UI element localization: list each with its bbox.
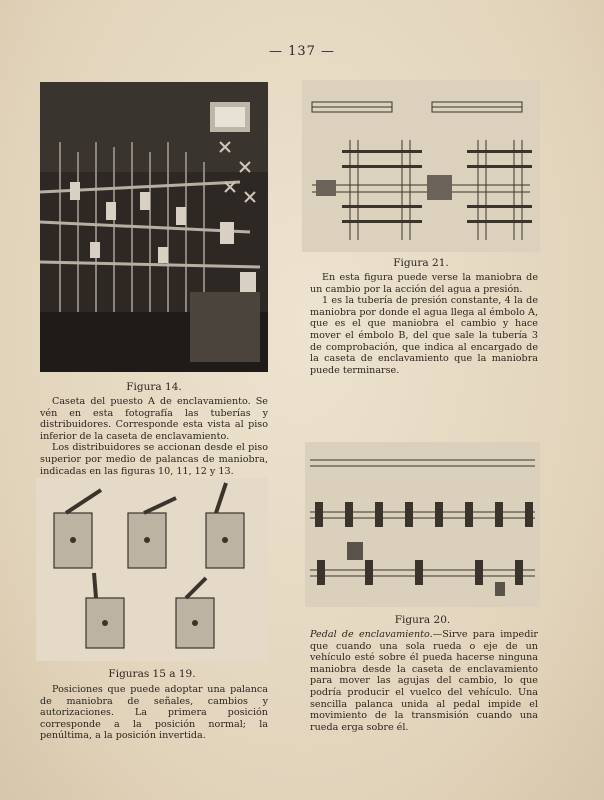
figure-14-photo: [40, 82, 268, 372]
figures-15-19-drawing: [36, 478, 268, 661]
figure-20-caption: Figura 20.: [394, 614, 451, 626]
page-number: — 137 —: [268, 44, 336, 59]
figure-20-description: [310, 629, 538, 733]
fig15-paragraph-1: Posiciones que puede adoptar una palanca de maniobra de señales, cambios y autorizaciones. La primera posición corresponde a la posición normal; la penúltima, a la posición invertida.: [40, 684, 268, 742]
figures-15-19-caption: Figuras 15 a 19.: [108, 668, 196, 680]
fig20-body: —Sirve para impedir que cuando una sola rueda o eje de un vehículo esté sobre él pueda hacerse ninguna maniobra desde la caseta de enclavamiento para mover las agujas del cambio, lo que podría producir el vuelco del vehículo. Una sencilla palanca unida al pedal impide el movimiento de la transmisión cuando una rueda erga sobre él.: [310, 629, 538, 733]
fig20-title: Pedal de enclavamiento.: [310, 629, 433, 640]
fig14-paragraph-2: Los distribuidores se accionan desde el piso superior por medio de palancas de maniobra, indicadas en las figuras 10, 11, 12 y 13.: [40, 442, 268, 477]
figures-15-19-description: [40, 684, 268, 742]
fig21-paragraph-1: En esta figura puede verse la maniobra de un cambio por la acción del agua a presión.: [310, 272, 538, 295]
figure-21-drawing: [302, 80, 540, 252]
fig21-paragraph-2: 1 es la tubería de presión constante, 4 la de maniobra por donde el agua llega al émbolo A, que es el que maniobra el cambio y hace mover el émbolo B, del que sale la tubería 3 de comprobación, que indica al encargado de la caseta de enclavamiento que la maniobra puede terminarse.: [310, 295, 538, 376]
fig14-paragraph-1: Caseta del puesto A de enclavamiento. Se vén en esta fotografía las tuberías y distribuidores. Corresponde esta vista al piso inferior de la caseta de enclavamiento.: [40, 396, 268, 442]
figure-20-drawing: [305, 442, 540, 607]
figure-21-description: [310, 272, 538, 376]
figure-14-caption: Figura 14.: [126, 381, 182, 393]
fig20-paragraph-1: [310, 629, 538, 733]
figure-21-caption: Figura 21.: [393, 257, 449, 269]
figure-14-description: [40, 396, 268, 477]
